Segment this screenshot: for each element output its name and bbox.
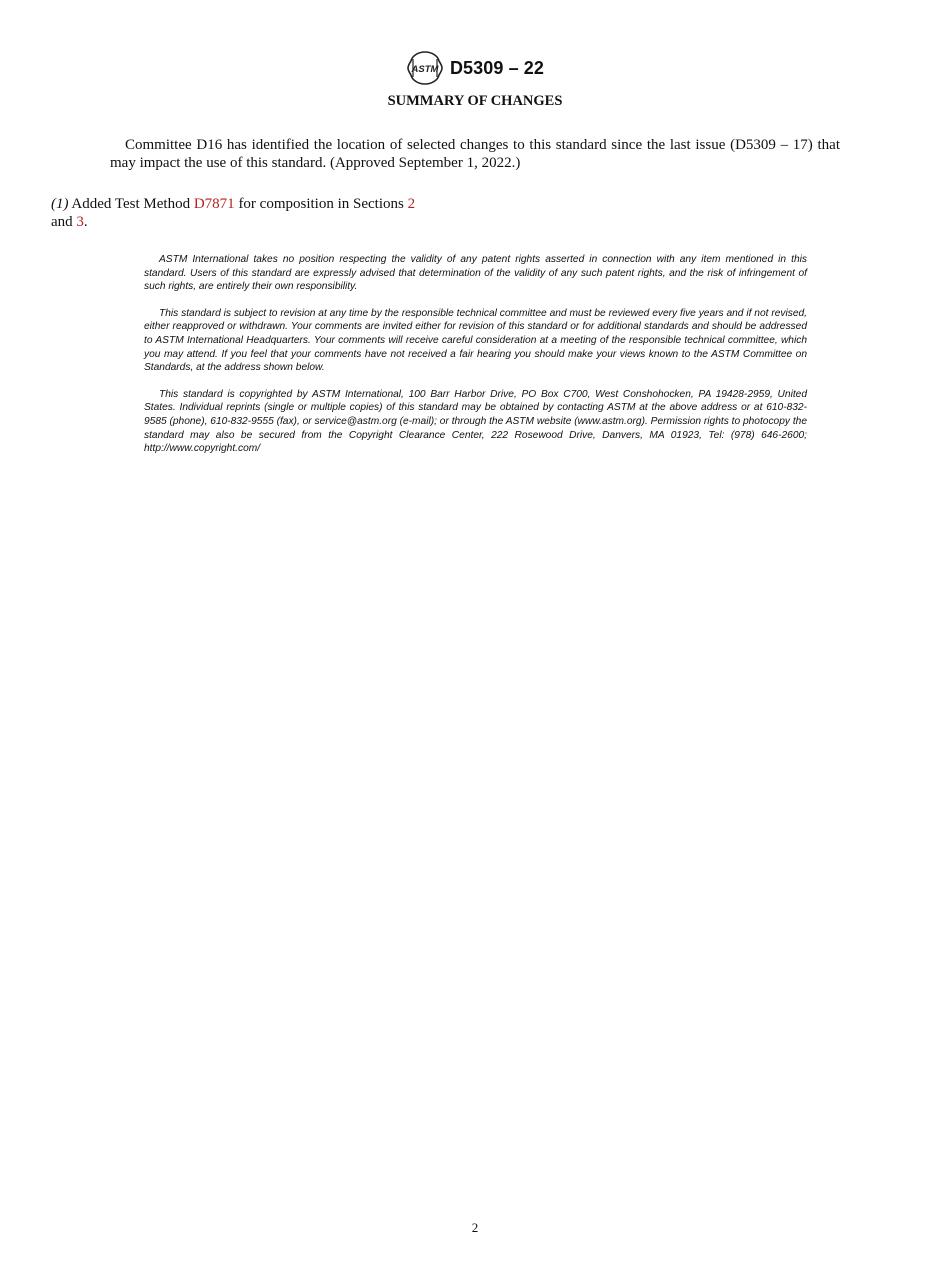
test-method-link[interactable]: D7871 [193, 196, 235, 212]
page-number: 2 [471, 1220, 479, 1235]
revision-notice: This standard is subject to revision at any time by the responsible technical committee and must be reviewed every five years and if not revised, either reapproved or withdrawn. Your comments are invited either for revision of this standard or for additional standards and should be addressed to ASTM International Headquarters. Your comments will receive careful consideration at a meeting of the responsible technical committee, which you may attend. If you feel that your comments have not received a fair hearing you should make your views known to the ASTM Committee on Standards, at the address shown below. [144, 307, 807, 374]
change-text-middle: for composition in Sections [234, 196, 408, 212]
change-text-end: . [83, 214, 88, 230]
summary-intro: Committee D16 has identified the location of selected changes to this standard since the last issue (D5309 – 17) that may impact the use of this standard. (Approved September 1, 2022.) [110, 137, 840, 171]
change-text-before: Added Test Method [68, 196, 194, 212]
standard-designation: D5309 – 22 [449, 57, 545, 78]
astm-logo-text: ASTM [411, 64, 439, 75]
change-item [51, 195, 471, 231]
summary-title: SUMMARY OF CHANGES [387, 93, 563, 109]
legal-notices [144, 253, 807, 469]
astm-logo-icon [406, 50, 444, 86]
section-2-link[interactable]: 2 [407, 196, 416, 212]
patent-notice: ASTM International takes no position respecting the validity of any patent rights asserted in connection with any item mentioned in this standard. Users of this standard are expressly advised that determination of the validity of any such patent rights, and the risk of infringement of such rights, are entirely their own responsibility. [144, 254, 807, 293]
change-text-and: and [51, 214, 77, 230]
document-header [0, 50, 950, 86]
change-number: (1) [51, 196, 69, 212]
copyright-notice: This standard is copyrighted by ASTM International, 100 Barr Harbor Drive, PO Box C700, West Conshohocken, PA 19428-2959, United States. Individual reprints (single or multiple copies) of this standard may be obtained by contacting ASTM at the above address or at 610-832-9585 (phone), 610-832-9555 (fax), or service@astm.org (e-mail); or through the ASTM website (www.astm.org). Permission rights to photocopy the standard may also be secured from the Copyright Clearance Center, 222 Rosewood Drive, Danvers, MA 01923, Tel: (978) 646-2600; http://www.copyright.com/ [144, 388, 807, 455]
section-3-link[interactable]: 3 [76, 214, 84, 230]
